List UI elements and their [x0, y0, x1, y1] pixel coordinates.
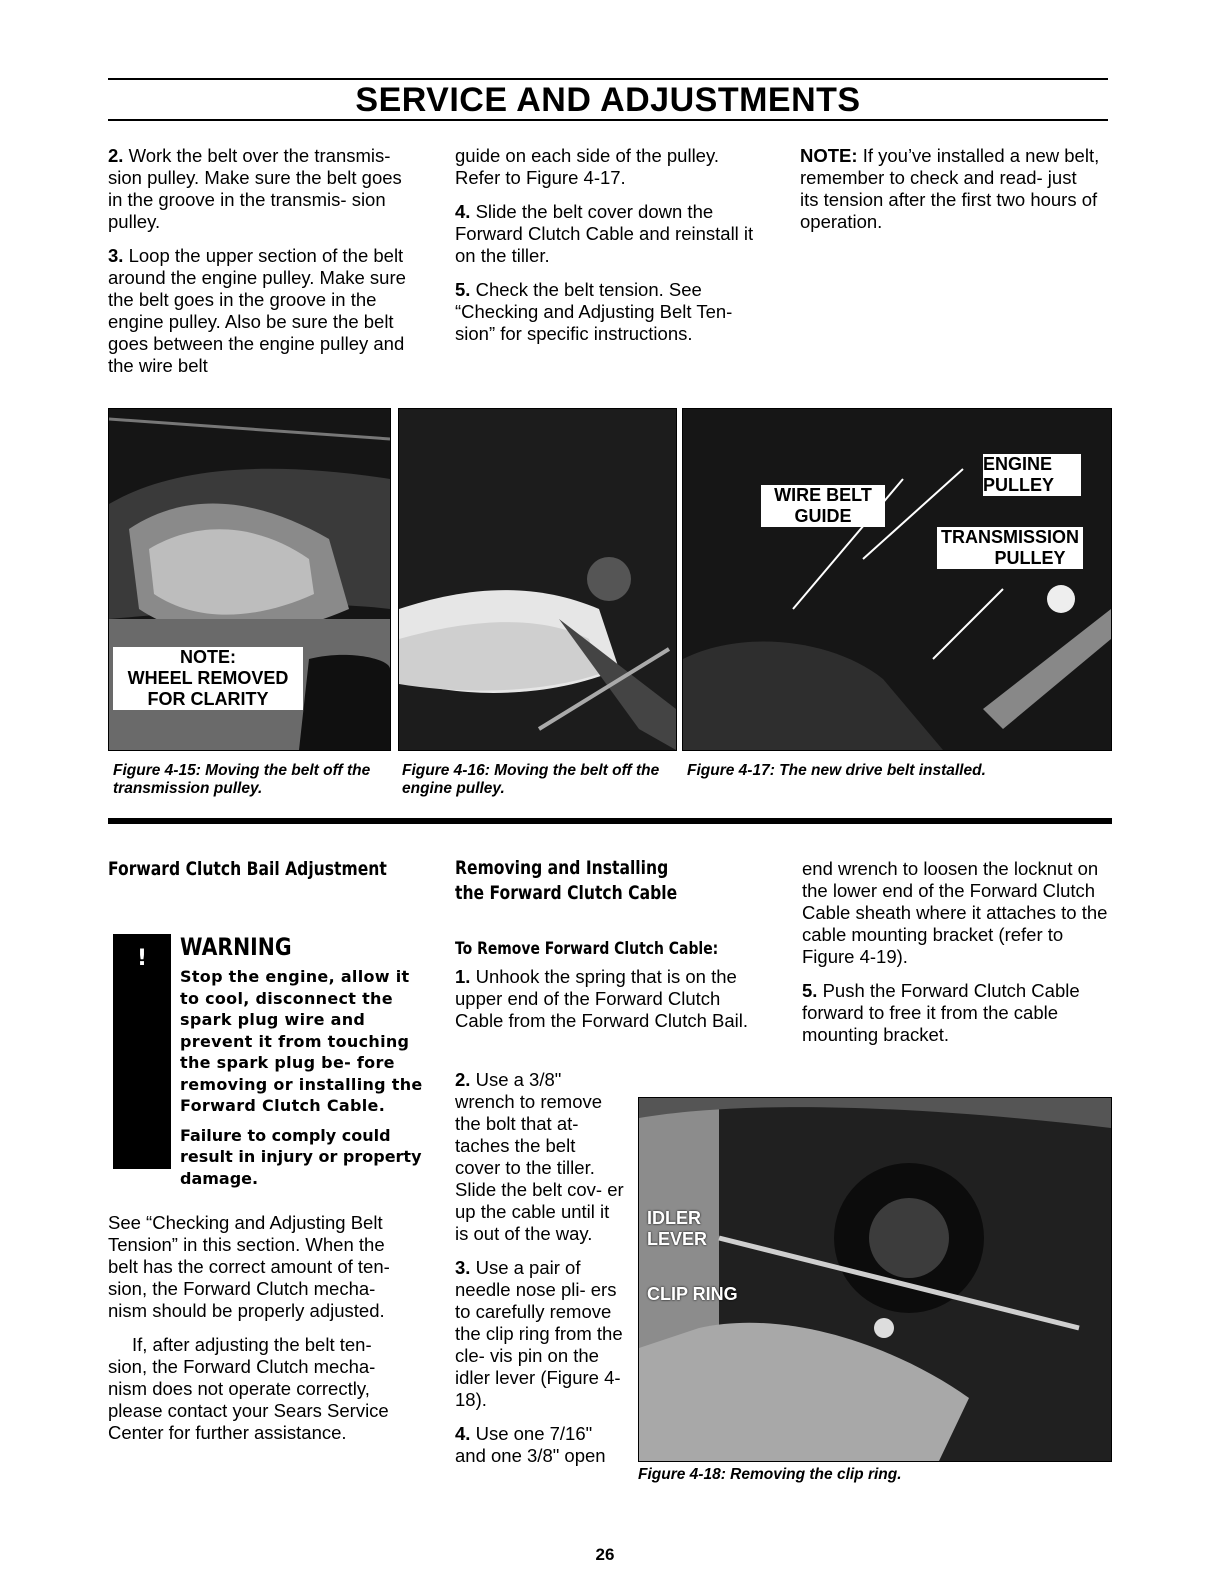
- warning-bar: [113, 934, 171, 1169]
- header-bottom-rule: [108, 119, 1108, 121]
- paragraph: See “Checking and Adjusting Belt Tension” in this section. When the belt has the correct amount of ten- sion, the Forward Clutch mecha- nism should be properly adjusted.: [108, 1212, 390, 1321]
- step-text: Slide the belt cover down the Forward Clutch Cable and reinstall it on the tiller.: [455, 201, 754, 266]
- figure-4-18-photo: [638, 1097, 1112, 1462]
- step-text: Work the belt over the transmis- sion pulley. Make sure the belt goes in the groove in the transmis- sion pulley.: [108, 145, 402, 232]
- step-text: Use a 3/8" wrench to remove the bolt that at- taches the belt cover to the tiller. Slide the belt cov- er up the cable until it is out of the way.: [455, 1069, 624, 1244]
- warning-body: Stop the engine, allow it to cool, disconnect the spark plug wire and prevent it from touching the spark plug be- fore removing or installing the Forward Clutch Cable.: [180, 967, 423, 1115]
- top-column-2: [455, 145, 765, 357]
- label-line: WIRE BELT: [774, 485, 872, 505]
- note: [800, 145, 1100, 233]
- note-line: NOTE:: [180, 647, 236, 667]
- step-5: [455, 279, 765, 345]
- figure-4-16-caption: Figure 4-16: Moving the belt off the engine pulley.: [402, 762, 660, 797]
- figure-4-16-image: [399, 409, 676, 750]
- warning-title: WARNING: [180, 933, 292, 961]
- label-line: TRANSMISSION: [940, 527, 1079, 547]
- step-4: [455, 201, 765, 267]
- bottom-column-2-step-1: [455, 966, 765, 1044]
- step-number: 5.: [455, 279, 471, 300]
- label-line: LEVER: [647, 1229, 708, 1249]
- label-line: ENGINE: [983, 454, 1053, 474]
- figure-4-18-caption: Figure 4-18: Removing the clip ring.: [638, 1466, 902, 1483]
- warning-consequence: Failure to comply could result in injury or property damage.: [180, 1125, 422, 1188]
- step-number: 2.: [108, 145, 124, 166]
- step-text: Unhook the spring that is on the upper end of the Forward Clutch Cable from the Forward Clutch Bail.: [455, 966, 749, 1031]
- step-1: [455, 966, 765, 1032]
- heading-line: the Forward Clutch Cable: [455, 882, 678, 904]
- warning-text: [180, 966, 430, 1189]
- figure-4-18-image: [639, 1098, 1111, 1461]
- figure-4-15-photo: [108, 408, 391, 751]
- forward-clutch-bail-heading: Forward Clutch Bail Adjustment: [108, 858, 387, 880]
- step-text: Push the Forward Clutch Cable forward to free it from the cable mounting bracket.: [802, 980, 1080, 1045]
- step-number: 2.: [455, 1069, 471, 1090]
- note-line: WHEEL REMOVED: [127, 668, 289, 688]
- continued-text: guide on each side of the pulley. Refer to Figure 4-17.: [455, 145, 719, 188]
- figure-4-15-caption: Figure 4-15: Moving the belt off the transmission pulley.: [113, 762, 371, 797]
- figure-4-17-caption: Figure 4-17: The new drive belt installed.: [687, 762, 986, 779]
- bottom-column-2-steps: [455, 1069, 625, 1479]
- label-line: IDLER: [647, 1208, 701, 1228]
- continued-text: end wrench to loosen the locknut on the lower end of the Forward Clutch Cable sheath where it attaches to the cable mounting bracket (refer to Figure 4-19).: [802, 858, 1108, 967]
- fig17-wire-belt-guide-label: [761, 485, 885, 527]
- step-5: [802, 980, 1112, 1046]
- fig15-note-label: [113, 647, 303, 710]
- step-3: [455, 1257, 625, 1411]
- note-text: If you’ve installed a new belt, remember to check and read- just its tension after the first two hours of operation.: [800, 145, 1100, 232]
- top-column-1: [108, 145, 418, 389]
- heading-line: Removing and Installing: [455, 857, 669, 879]
- step-2: [108, 145, 418, 233]
- step-number: 4.: [455, 201, 471, 222]
- paragraph: If, after adjusting the belt ten- sion, the Forward Clutch mecha- nism does not operate correctly, please contact your Sears Service Center for further assistance.: [108, 1334, 389, 1443]
- label-line: PULLEY: [994, 548, 1066, 568]
- step-number: 1.: [455, 966, 471, 987]
- figure-4-16-photo: [398, 408, 677, 751]
- step-text: Loop the upper section of the belt around the engine pulley. Make sure the belt goes in the groove in the engine pulley. Also be sure the belt goes between the engine pulley and the wire belt: [108, 245, 406, 376]
- removing-installing-heading: [455, 856, 677, 906]
- figure-4-17-photo: [682, 408, 1112, 751]
- warning-icon: !: [136, 946, 148, 971]
- step-3: [108, 245, 418, 377]
- step-text: Use one 7/16" and one 3/8" open: [455, 1423, 606, 1466]
- bottom-column-3-text: [802, 858, 1112, 1058]
- step-2: [455, 1069, 625, 1245]
- fig18-idler-lever-label: [647, 1208, 717, 1250]
- note-label: NOTE:: [800, 145, 858, 166]
- step-number: 4.: [455, 1423, 471, 1444]
- label-line: CLIP RING: [647, 1284, 738, 1304]
- note-line: FOR CLARITY: [147, 689, 269, 709]
- section-divider: [108, 818, 1112, 824]
- fig17-engine-pulley-label: [983, 454, 1081, 496]
- label-line: GUIDE: [794, 506, 852, 526]
- fig17-transmission-pulley-label: [937, 527, 1083, 569]
- fig18-clip-ring-label: [647, 1284, 767, 1305]
- step-4: [455, 1423, 625, 1467]
- to-remove-subheading: To Remove Forward Clutch Cable:: [455, 939, 719, 959]
- step-number: 3.: [108, 245, 124, 266]
- step-number: 5.: [802, 980, 818, 1001]
- label-line: PULLEY: [983, 475, 1055, 495]
- step-text: Check the belt tension. See “Checking and Adjusting Belt Ten- sion” for specific instructions.: [455, 279, 733, 344]
- page-title: SERVICE AND ADJUSTMENTS: [355, 81, 861, 119]
- step-number: 3.: [455, 1257, 471, 1278]
- top-column-3: [800, 145, 1100, 245]
- page-number: 26: [595, 1545, 615, 1564]
- step-text: Use a pair of needle nose pli- ers to carefully remove the clip ring from the cle- vis pin on the idler lever (Figure 4-18).: [455, 1257, 623, 1410]
- bottom-column-1-text: [108, 1212, 413, 1456]
